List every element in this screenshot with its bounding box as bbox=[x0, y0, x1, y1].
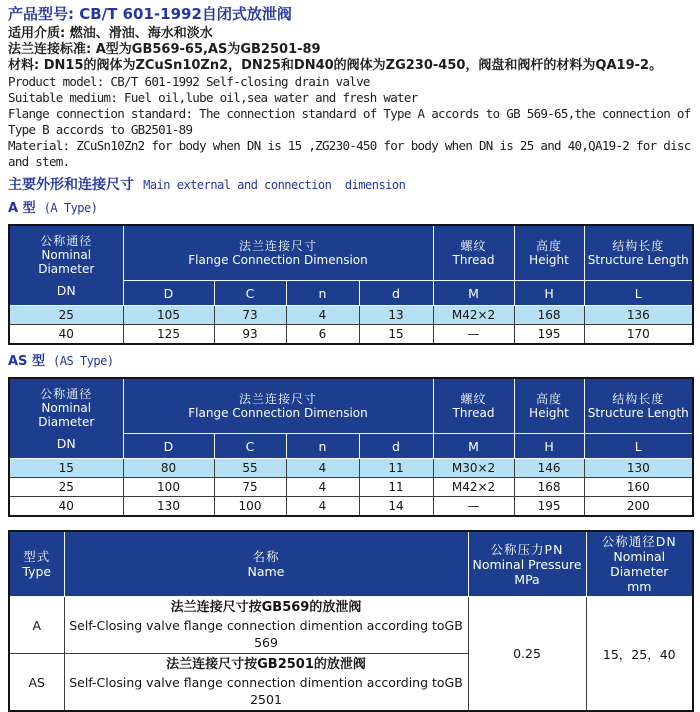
cell-thread: — bbox=[433, 497, 514, 517]
table-as-label bbox=[8, 352, 692, 370]
header-thread: 螺纹 Thread bbox=[433, 225, 514, 281]
cell-length: 170 bbox=[584, 325, 693, 345]
cell-type: A bbox=[9, 597, 64, 654]
table-row bbox=[9, 306, 693, 325]
info-line-flange-standard-en: Flange connection standard: The connection standard of Type A accords to GB 569-65,the connection of Type B accords to GB2501-89 bbox=[8, 106, 691, 137]
cell-height: 195 bbox=[514, 325, 584, 345]
cell-dn: 40 bbox=[9, 497, 123, 517]
cell-c: 75 bbox=[214, 478, 286, 497]
header-structure-length: 结构长度 Structure Length bbox=[584, 378, 693, 434]
info-line-material-cn: 材料: DN15的阀体为ZCuSn10Zn2，DN25和DN40的阀体为ZG230-450，阀盘和阀杆的材料为QA19-2。 bbox=[8, 58, 663, 73]
table-row bbox=[9, 497, 693, 517]
table-as-label-cn: AS 型 bbox=[8, 354, 45, 369]
page-title: 产品型号: CB/T 601-1992自闭式放泄阀 bbox=[8, 5, 292, 23]
a-type-dimension-table bbox=[8, 224, 694, 345]
header-structure-length: 结构长度 Structure Length bbox=[584, 225, 693, 281]
cell-height: 146 bbox=[514, 459, 584, 478]
table-row bbox=[9, 378, 693, 434]
cell-d-big: 80 bbox=[123, 459, 214, 478]
table-a-label bbox=[8, 199, 692, 217]
cell-dn: 25 bbox=[9, 478, 123, 497]
as-type-dimension-table bbox=[8, 377, 694, 517]
cell-n: 4 bbox=[286, 306, 359, 325]
cell-length: 136 bbox=[584, 306, 693, 325]
table-a-label-en: (A Type) bbox=[43, 201, 98, 215]
section-heading-cn: 主要外形和连接尺寸 bbox=[8, 177, 134, 193]
cell-height: 168 bbox=[514, 306, 584, 325]
info-line-material-en: Material: ZCuSn10Zn2 for body when DN is 15 ,ZG230-450 for body when DN is 25 and 40,QA19-2 for disc and stem. bbox=[8, 138, 691, 169]
header-height: 高度 Height bbox=[514, 378, 584, 434]
table-row bbox=[9, 459, 693, 478]
cell-d-big: 105 bbox=[123, 306, 214, 325]
cell-d-small: 15 bbox=[359, 325, 433, 345]
cell-c: 93 bbox=[214, 325, 286, 345]
subheader-H: H bbox=[514, 281, 584, 306]
info-line-product-model-en: Product model: CB/T 601-1992 Self-closing drain valve bbox=[8, 74, 370, 89]
cell-n: 4 bbox=[286, 497, 359, 517]
cell-name: 法兰连接尺寸按GB569的放泄阀 Self-Closing valve flange connection dimention according toGB 569 bbox=[64, 597, 468, 654]
cell-thread: M42×2 bbox=[433, 478, 514, 497]
table-row bbox=[9, 531, 693, 597]
cell-name: 法兰连接尺寸按GB2501的放泄阀 Self-Closing valve flange connection dimention according toGB 2501 bbox=[64, 654, 468, 712]
cell-n: 6 bbox=[286, 325, 359, 345]
cell-pressure: 0.25 bbox=[468, 597, 586, 712]
cell-dn: 40 bbox=[9, 325, 123, 345]
table-row bbox=[9, 225, 693, 281]
cell-dn: 25 bbox=[9, 306, 123, 325]
header-flange-connection: 法兰连接尺寸 Flange Connection Dimension bbox=[123, 225, 433, 281]
table-as-label-en: (AS Type) bbox=[53, 354, 114, 368]
header-nominal-diameter: 公称通径DN Nominal Diameter mm bbox=[586, 531, 693, 597]
header-nominal-diameter: 公称通径 Nominal Diameter DN bbox=[9, 225, 123, 306]
subheader-M: M bbox=[433, 434, 514, 459]
header-name: 名称 Name bbox=[64, 531, 468, 597]
cell-diameters: 15，25，40 bbox=[586, 597, 693, 712]
subheader-D: D bbox=[123, 281, 214, 306]
cell-c: 73 bbox=[214, 306, 286, 325]
cell-n: 4 bbox=[286, 478, 359, 497]
cell-d-big: 100 bbox=[123, 478, 214, 497]
subheader-M: M bbox=[433, 281, 514, 306]
model-type-table bbox=[8, 530, 694, 712]
table-row bbox=[9, 478, 693, 497]
cell-dn: 15 bbox=[9, 459, 123, 478]
cell-d-big: 130 bbox=[123, 497, 214, 517]
subheader-L: L bbox=[584, 434, 693, 459]
subheader-n: n bbox=[286, 434, 359, 459]
header-thread: 螺纹 Thread bbox=[433, 378, 514, 434]
header-height: 高度 Height bbox=[514, 225, 584, 281]
cell-height: 195 bbox=[514, 497, 584, 517]
cell-thread: M42×2 bbox=[433, 306, 514, 325]
table-a-label-cn: A 型 bbox=[8, 201, 36, 216]
cell-length: 200 bbox=[584, 497, 693, 517]
info-line-medium-cn: 适用介质: 燃油、滑油、海水和淡水 bbox=[8, 26, 213, 41]
cell-d-big: 125 bbox=[123, 325, 214, 345]
cell-length: 160 bbox=[584, 478, 693, 497]
cell-c: 55 bbox=[214, 459, 286, 478]
section-heading bbox=[8, 175, 692, 194]
cell-d-small: 11 bbox=[359, 478, 433, 497]
header-type: 型式 Type bbox=[9, 531, 64, 597]
cell-c: 100 bbox=[214, 497, 286, 517]
subheader-n: n bbox=[286, 281, 359, 306]
cell-n: 4 bbox=[286, 459, 359, 478]
subheader-d: d bbox=[359, 281, 433, 306]
cell-type: AS bbox=[9, 654, 64, 712]
subheader-L: L bbox=[584, 281, 693, 306]
table-row bbox=[9, 325, 693, 345]
cell-d-small: 13 bbox=[359, 306, 433, 325]
subheader-C: C bbox=[214, 281, 286, 306]
subheader-C: C bbox=[214, 434, 286, 459]
subheader-D: D bbox=[123, 434, 214, 459]
info-line-flange-standard-cn: 法兰连接标准: A型为GB569-65,AS为GB2501-89 bbox=[8, 42, 321, 57]
cell-thread: M30×2 bbox=[433, 459, 514, 478]
cell-height: 168 bbox=[514, 478, 584, 497]
info-line-medium-en: Suitable medium: Fuel oil,lube oil,sea water and fresh water bbox=[8, 90, 418, 105]
header-nominal-pressure: 公称压力PN Nominal Pressure MPa bbox=[468, 531, 586, 597]
section-heading-en: Main external and connection dimension bbox=[143, 178, 406, 192]
cell-d-small: 11 bbox=[359, 459, 433, 478]
subheader-H: H bbox=[514, 434, 584, 459]
cell-thread: — bbox=[433, 325, 514, 345]
cell-length: 130 bbox=[584, 459, 693, 478]
header-flange-connection: 法兰连接尺寸 Flange Connection Dimension bbox=[123, 378, 433, 434]
cell-d-small: 14 bbox=[359, 497, 433, 517]
header-nominal-diameter: 公称通径 Nominal Diameter DN bbox=[9, 378, 123, 459]
table-row bbox=[9, 597, 693, 654]
subheader-d: d bbox=[359, 434, 433, 459]
